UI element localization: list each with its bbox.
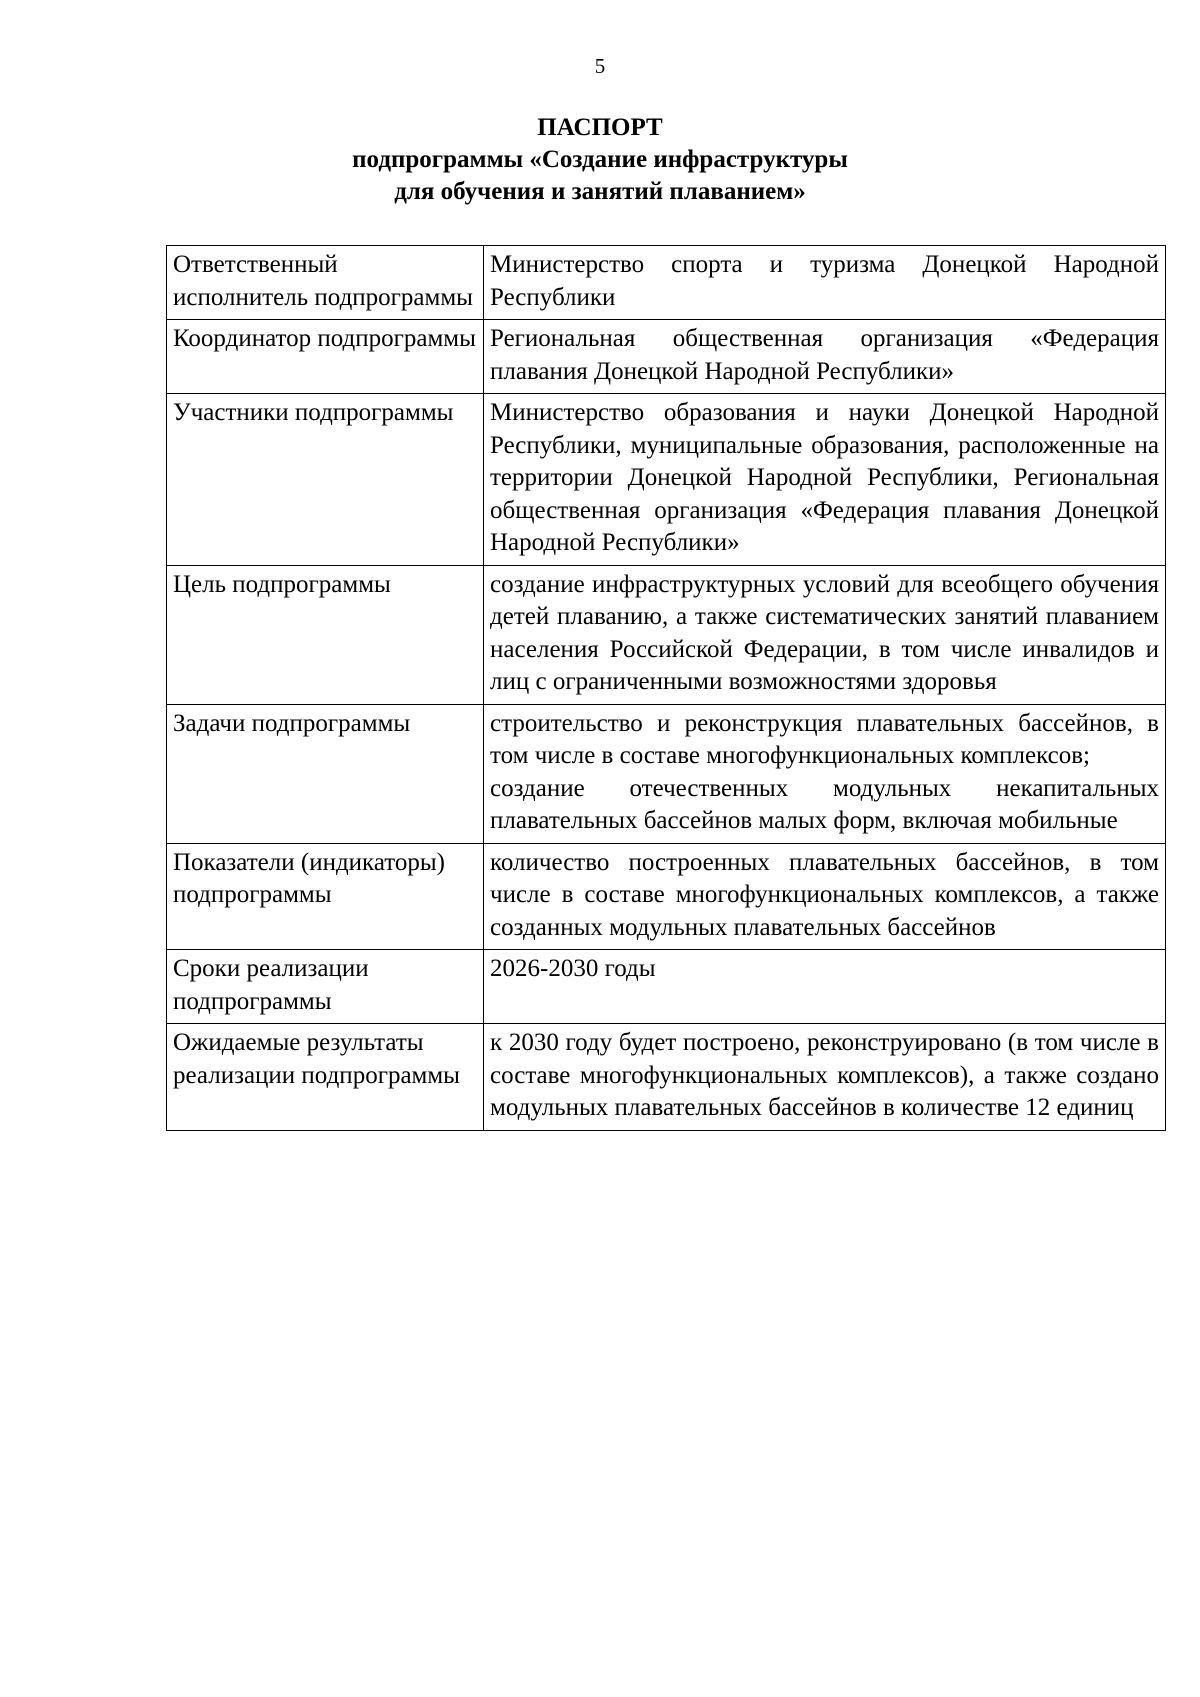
row-value-goal — [484, 565, 1166, 704]
row-value-responsible-executor — [484, 246, 1166, 320]
row-value-tasks — [484, 704, 1166, 843]
table-row — [167, 246, 1166, 320]
row-value-coordinator — [484, 320, 1166, 394]
passport-table — [166, 245, 1166, 1131]
table-row — [167, 565, 1166, 704]
row-label-coordinator: Координатор подпрограммы — [167, 320, 484, 394]
row-value-paragraph: 2026-2030 годы — [490, 955, 656, 982]
row-label-indicators: Показатели (индикаторы) подпрограммы — [167, 843, 484, 950]
row-value-paragraph: создание отечественных модульных некапитальных плавательных бассейнов малых форм, включая мобильные — [490, 774, 1159, 834]
row-value-participants — [484, 394, 1166, 566]
passport-table-body — [167, 246, 1166, 1131]
row-value-paragraph: количество построенных плавательных бассейнов, в том числе в составе многофункциональных комплексов, а также созданных модульных плавательных бассейнов — [490, 848, 1159, 941]
table-row — [167, 320, 1166, 394]
page-number: 5 — [594, 54, 606, 78]
row-value-paragraph: Министерство спорта и туризма Донецкой Народной Республики — [490, 251, 1159, 311]
row-value-paragraph: к 2030 году будет построено, реконструировано (в том числе в составе многофункциональных комплексов), а также создано модульных плавательных бассейнов в количестве 12 единиц — [490, 1029, 1159, 1121]
row-label-responsible-executor: Ответственный исполнитель подпрограммы — [167, 246, 484, 320]
title-line-2: подпрограммы «Создание инфраструктуры — [352, 146, 848, 173]
table-row — [167, 704, 1166, 843]
row-label-timeframe: Сроки реализации подпрограммы — [167, 950, 484, 1024]
row-label-goal: Цель подпрограммы — [167, 565, 484, 704]
row-label-tasks: Задачи подпрограммы — [167, 704, 484, 843]
row-value-paragraph: Министерство образования и науки Донецкой Народной Республики, муниципальные образования, расположенные на территории Донецкой Народной Республики, Региональная общественная организация «Федерация плавания Донецкой Народной Республики» — [490, 399, 1159, 556]
row-label-expected-results: Ожидаемые результаты реализации подпрограммы — [167, 1024, 484, 1131]
table-row — [167, 843, 1166, 950]
document-title — [0, 112, 1200, 208]
row-value-paragraph: Региональная общественная организация «Федерация плавания Донецкой Народной Республики» — [490, 325, 1159, 385]
table-row — [167, 950, 1166, 1024]
row-label-participants: Участники подпрограммы — [167, 394, 484, 566]
row-value-paragraph: создание инфраструктурных условий для всеобщего обучения детей плаванию, а также систематических занятий плаванием населения Российской Федерации, в том числе инвалидов и лиц с ограниченными возможностями здоровья — [490, 570, 1159, 695]
title-line-3: для обучения и занятий плаванием» — [394, 178, 806, 205]
title-line-1: ПАСПОРТ — [537, 114, 663, 141]
table-row — [167, 1024, 1166, 1131]
row-value-indicators — [484, 843, 1166, 950]
row-value-timeframe — [484, 950, 1166, 1024]
row-value-expected-results — [484, 1024, 1166, 1131]
table-row — [167, 394, 1166, 566]
row-value-paragraph: строительство и реконструкция плавательных бассейнов, в том числе в составе многофункциональных комплексов; — [490, 709, 1159, 769]
